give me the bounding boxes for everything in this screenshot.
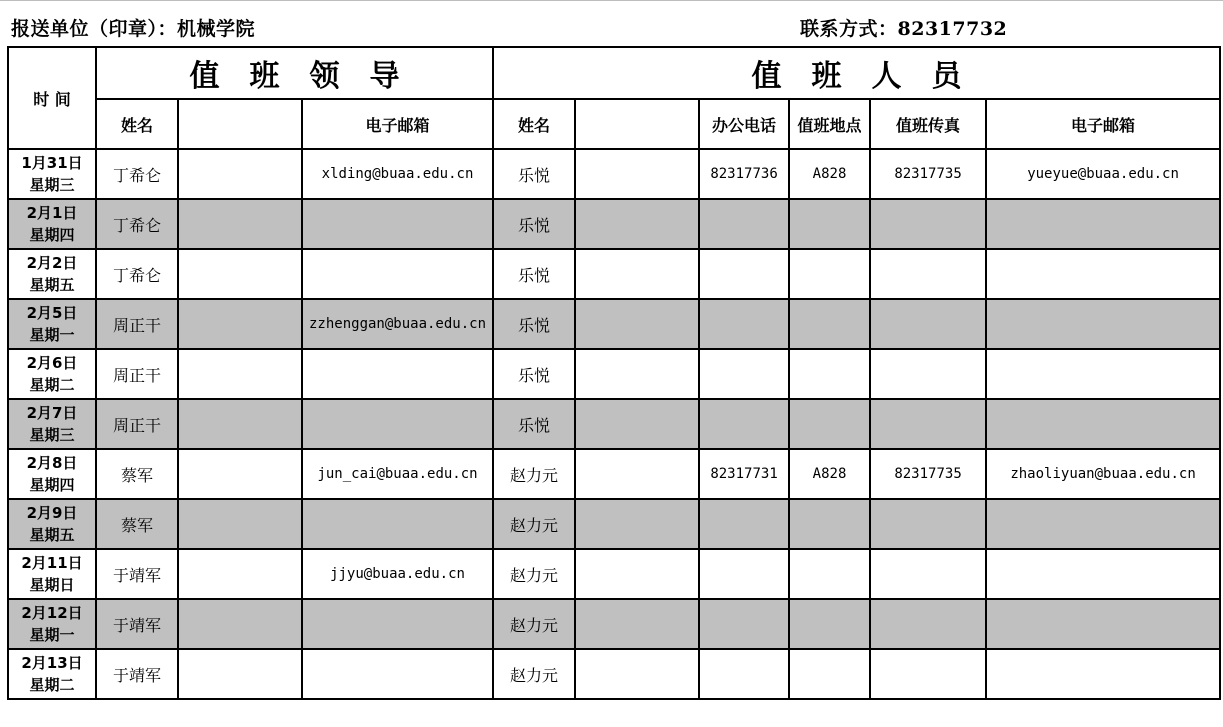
office-phone-header: 办公电话 [699,99,789,149]
table-row [8,149,1220,199]
leader-name-cell: 周正干 [96,399,178,449]
date-cell [8,299,96,349]
weekday-text: 星期三 [29,176,75,194]
weekday-text: 星期一 [29,626,75,644]
report-unit-label: 报送单位（印章）：机械学院 [11,18,256,40]
staff-blank-cell [575,649,699,699]
office-phone-cell [699,499,789,549]
staff-blank-cell [575,299,699,349]
office-phone-cell [699,649,789,699]
office-phone-cell [699,199,789,249]
leader-email-cell [302,199,493,249]
duty-location-cell [789,599,870,649]
date-text: 2月12日 [21,604,83,622]
office-phone-cell: 82317736 [699,149,789,199]
duty-fax-cell [870,199,986,249]
staff-blank-cell [575,349,699,399]
staff-blank-cell [575,149,699,199]
weekday-text: 星期五 [29,526,75,544]
date-text: 2月7日 [26,404,78,422]
table-row [8,249,1220,299]
leader-email-cell: jjyu@buaa.edu.cn [302,549,493,599]
weekday-text: 星期一 [29,326,75,344]
leader-name-cell: 丁希仑 [96,249,178,299]
leader-blank-cell [178,149,302,199]
table-row [8,349,1220,399]
date-text: 2月6日 [26,354,78,372]
staff-email-cell: yueyue@buaa.edu.cn [986,149,1220,199]
leader-blank-header [178,99,302,149]
duty-leader-group-title: 值 班 领 导 [189,59,400,94]
office-phone-cell: 82317731 [699,449,789,499]
leader-blank-cell [178,549,302,599]
duty-location-cell [789,549,870,599]
leader-name-cell: 蔡军 [96,499,178,549]
staff-blank-cell [575,449,699,499]
table-row [8,449,1220,499]
duty-location-cell [789,399,870,449]
group-header-row [8,47,1220,99]
staff-email-cell [986,399,1220,449]
contact-label: 联系方式：82317732 [800,18,1008,40]
staff-name-cell: 乐悦 [493,199,575,249]
date-text: 2月2日 [26,254,78,272]
staff-email-cell [986,249,1220,299]
leader-name-cell: 周正干 [96,299,178,349]
staff-blank-cell [575,499,699,549]
date-cell [8,599,96,649]
leader-email-cell [302,349,493,399]
duty-location-cell [789,249,870,299]
date-cell [8,199,96,249]
staff-email-cell [986,299,1220,349]
table-row [8,549,1220,599]
leader-blank-cell [178,299,302,349]
date-cell [8,649,96,699]
duty-leader-group-header [96,47,493,99]
office-phone-cell [699,249,789,299]
staff-name-header: 姓名 [493,99,575,149]
staff-name-cell: 乐悦 [493,399,575,449]
duty-location-cell [789,349,870,399]
staff-email-cell [986,549,1220,599]
leader-email-cell: jun_cai@buaa.edu.cn [302,449,493,499]
leader-blank-cell [178,249,302,299]
date-text: 2月9日 [26,504,78,522]
duty-roster-table [7,46,1221,700]
staff-name-cell: 乐悦 [493,249,575,299]
duty-fax-cell [870,549,986,599]
table-row [8,399,1220,449]
leader-name-cell: 丁希仑 [96,199,178,249]
leader-email-cell [302,399,493,449]
weekday-text: 星期二 [29,376,75,394]
duty-location-cell [789,299,870,349]
staff-blank-cell [575,249,699,299]
weekday-text: 星期四 [29,226,75,244]
date-cell [8,149,96,199]
duty-fax-cell [870,349,986,399]
leader-name-cell: 于靖军 [96,649,178,699]
duty-fax-header: 值班传真 [870,99,986,149]
office-phone-cell [699,349,789,399]
staff-email-cell [986,499,1220,549]
duty-fax-cell [870,249,986,299]
table-row [8,649,1220,699]
duty-fax-cell [870,299,986,349]
staff-name-cell: 乐悦 [493,149,575,199]
leader-name-cell: 于靖军 [96,549,178,599]
table-row [8,199,1220,249]
weekday-text: 星期三 [29,426,75,444]
leader-email-cell: xlding@buaa.edu.cn [302,149,493,199]
staff-email-header: 电子邮箱 [986,99,1220,149]
leader-name-header: 姓名 [96,99,178,149]
staff-blank-cell [575,199,699,249]
date-cell [8,399,96,449]
leader-email-header: 电子邮箱 [302,99,493,149]
leader-blank-cell [178,649,302,699]
leader-name-cell: 蔡军 [96,449,178,499]
staff-email-cell [986,599,1220,649]
office-phone-cell [699,299,789,349]
duty-fax-cell [870,499,986,549]
table-row [8,499,1220,549]
roster-body [8,149,1220,699]
date-text: 2月5日 [26,304,78,322]
staff-name-cell: 赵力元 [493,649,575,699]
time-column-header: 时 间 [8,47,96,149]
office-phone-cell [699,549,789,599]
staff-email-cell [986,649,1220,699]
duty-staff-group-header [493,47,1220,99]
date-cell [8,349,96,399]
duty-fax-cell [870,399,986,449]
leader-name-cell: 丁希仑 [96,149,178,199]
leader-email-cell [302,499,493,549]
leader-email-cell [302,599,493,649]
weekday-text: 星期四 [29,476,75,494]
staff-name-cell: 赵力元 [493,549,575,599]
leader-email-cell: zzhenggan@buaa.edu.cn [302,299,493,349]
date-text: 2月13日 [21,654,83,672]
staff-name-cell: 赵力元 [493,599,575,649]
table-row [8,599,1220,649]
staff-email-cell: zhaoliyuan@buaa.edu.cn [986,449,1220,499]
leader-blank-cell [178,399,302,449]
date-cell [8,549,96,599]
leader-email-cell [302,649,493,699]
leader-blank-cell [178,449,302,499]
staff-blank-cell [575,599,699,649]
leader-blank-cell [178,599,302,649]
duty-fax-cell [870,599,986,649]
weekday-text: 星期五 [29,276,75,294]
duty-location-cell: A828 [789,149,870,199]
date-cell [8,499,96,549]
staff-email-cell [986,349,1220,399]
duty-location-cell [789,499,870,549]
weekday-text: 星期日 [29,576,75,594]
date-text: 2月1日 [26,204,78,222]
staff-name-cell: 赵力元 [493,449,575,499]
table-row [8,299,1220,349]
column-header-row [8,99,1220,149]
office-phone-cell [699,599,789,649]
leader-name-cell: 周正干 [96,349,178,399]
date-cell [8,449,96,499]
duty-location-cell [789,199,870,249]
leader-blank-cell [178,499,302,549]
staff-blank-cell [575,399,699,449]
duty-location-cell [789,649,870,699]
staff-name-cell: 乐悦 [493,349,575,399]
leader-name-cell: 于靖军 [96,599,178,649]
leader-blank-cell [178,349,302,399]
duty-fax-cell: 82317735 [870,149,986,199]
duty-location-header: 值班地点 [789,99,870,149]
staff-name-cell: 赵力元 [493,499,575,549]
duty-fax-cell [870,649,986,699]
duty-location-cell: A828 [789,449,870,499]
date-cell [8,249,96,299]
date-text: 2月8日 [26,454,78,472]
office-phone-cell [699,399,789,449]
leader-email-cell [302,249,493,299]
weekday-text: 星期二 [29,676,75,694]
report-header [0,0,1223,46]
staff-name-cell: 乐悦 [493,299,575,349]
staff-blank-header [575,99,699,149]
staff-email-cell [986,199,1220,249]
duty-fax-cell: 82317735 [870,449,986,499]
duty-staff-group-title: 值 班 人 员 [751,59,962,94]
leader-blank-cell [178,199,302,249]
date-text: 2月11日 [21,554,83,572]
staff-blank-cell [575,549,699,599]
date-text: 1月31日 [21,154,83,172]
